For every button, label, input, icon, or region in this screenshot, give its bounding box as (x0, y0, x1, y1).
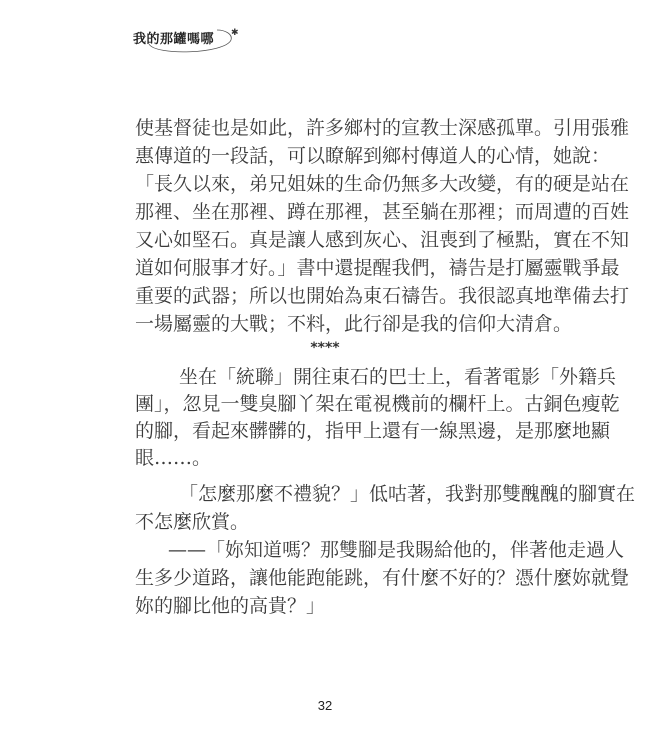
paragraph-line: 那裡、坐在那裡、蹲在那裡，甚至躺在那裡；而周遭的百姓 (135, 201, 630, 223)
paragraph-line: 道如何服事才好。」書中還提醒我們，禱告是打屬靈戰爭最 (135, 257, 620, 279)
paragraph-line: 又心如堅石。真是讓人感到灰心、沮喪到了極點，實在不知 (135, 229, 630, 251)
paragraph-line: 使基督徒也是如此，許多鄉村的宣教士深感孤單。引用張雅 (135, 117, 630, 139)
paragraph-line: 團」，忽見一雙臭腳丫架在電視機前的欄杆上。古銅色瘦乾 (135, 393, 620, 415)
paragraph-line: 一場屬靈的大戰；不料，此行卻是我的信仰大清倉。 (135, 313, 573, 335)
paragraph-line: 眼……。 (135, 447, 212, 469)
paragraph-line: 惠傳道的一段話，可以瞭解到鄉村傳道人的心情，她說： (135, 145, 611, 167)
paragraph-line: 「長久以來，弟兄姐妹的生命仍無多大改變，有的硬是站在 (135, 173, 630, 195)
book-title: 我的那罐嗎哪 (133, 32, 215, 47)
running-header (133, 26, 243, 52)
section-separator: **** (310, 340, 340, 356)
paragraph-line: ——「妳知道嗎？那雙腳是我賜給他的，伴著他走過人 (168, 539, 625, 561)
paragraph-line: 的腳，看起來髒髒的，指甲上還有一線黑邊，是那麼地顯 (135, 420, 611, 442)
paragraph-line: 生多少道路，讓他能跑能跳，有什麼不好的？憑什麼妳就覺 (135, 567, 630, 589)
paragraph-line: 不怎麼欣賞。 (135, 511, 250, 533)
paragraph-line: 坐在「統聯」開往東石的巴士上，看著電影「外籍兵 (179, 366, 617, 388)
paragraph-line: 「怎麼那麼不禮貌？」低咕著，我對那雙醜醜的腳實在 (179, 483, 636, 505)
page-number: 32 (317, 698, 333, 713)
svg-text:✱: ✱ (231, 28, 239, 38)
paragraph-line: 妳的腳比他的高貴？」 (135, 595, 326, 617)
paragraph-line: 重要的武器；所以也開始為東石禱告。我很認真地準備去打 (135, 285, 630, 307)
